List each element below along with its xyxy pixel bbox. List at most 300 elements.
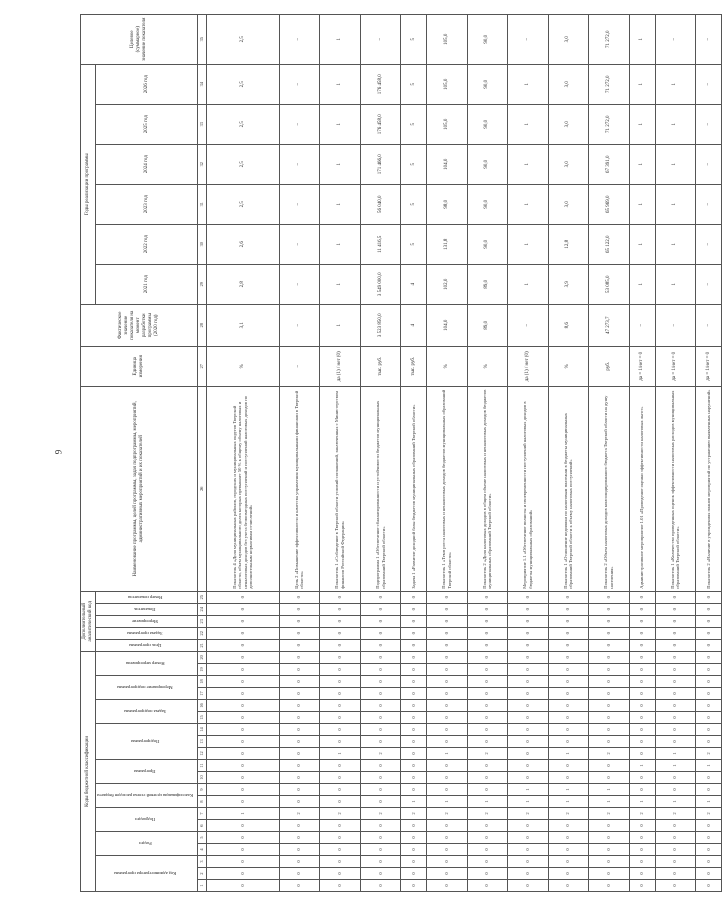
code-cell: 0 xyxy=(279,651,320,663)
code-cell: 0 xyxy=(401,748,427,760)
code-cell: 0 xyxy=(696,688,722,700)
code-cell: 0 xyxy=(207,700,280,712)
code-cell: 2 xyxy=(360,808,401,820)
code-cell: 1 xyxy=(589,796,630,808)
code-cell: 0 xyxy=(629,688,655,700)
column-number: 32 xyxy=(198,144,207,184)
code-cell: 0 xyxy=(696,868,722,880)
header-code-sub-label: Номер мероприятия xyxy=(125,661,165,667)
code-cell: 0 xyxy=(320,736,361,748)
indicator-name: Показатель 1 «Отношение недоимки по налоговым платежам в бюджеты муниципальных образований Тверской области к объему налоговых поступлений» xyxy=(548,386,589,591)
table-header xyxy=(81,14,207,891)
code-cell: 0 xyxy=(360,639,401,651)
code-cell: 0 xyxy=(508,856,549,868)
header-code-sub xyxy=(96,856,198,892)
year-value-cell: 65 969,0 xyxy=(589,184,630,224)
code-cell: 0 xyxy=(548,724,589,736)
year-value-cell: 1 xyxy=(320,64,361,104)
header-code-sub xyxy=(96,700,198,724)
year-value-cell: 5 xyxy=(401,224,427,264)
code-cell: 0 xyxy=(655,627,696,639)
code-cell: 0 xyxy=(401,856,427,868)
code-cell: 0 xyxy=(360,724,401,736)
code-cell: 0 xyxy=(320,603,361,615)
code-cell: 2 xyxy=(320,808,361,820)
code-cell: 0 xyxy=(360,736,401,748)
code-cell: 0 xyxy=(360,664,401,676)
code-cell: 0 xyxy=(401,603,427,615)
column-number: 12 xyxy=(198,748,207,760)
code-cell: 0 xyxy=(401,676,427,688)
code-cell: 0 xyxy=(629,651,655,663)
target-value-cell: 2,5 xyxy=(207,14,280,64)
code-cell: 0 xyxy=(279,784,320,796)
header-class-sub-label: Цель программы xyxy=(128,643,162,649)
header-code-sub xyxy=(96,760,198,784)
year-value-cell: 1 xyxy=(629,224,655,264)
code-cell: 0 xyxy=(401,784,427,796)
target-value-cell: 1 xyxy=(629,14,655,64)
column-number: 11 xyxy=(198,760,207,772)
code-cell: 0 xyxy=(360,591,401,603)
code-cell: 0 xyxy=(401,627,427,639)
code-cell: 0 xyxy=(360,688,401,700)
indicator-name: Показатель 1 «Соблюдение в Тверской области условий соглашений, заключенных с Министерством финансов Российской Федерации» xyxy=(320,386,361,591)
code-cell: 0 xyxy=(589,772,630,784)
code-cell: 0 xyxy=(548,639,589,651)
code-cell: 0 xyxy=(207,615,280,627)
code-cell: 0 xyxy=(508,820,549,832)
code-cell: 0 xyxy=(320,868,361,880)
code-cell: 0 xyxy=(589,664,630,676)
table-row xyxy=(548,14,589,891)
header-base-value: Фактическое значение показателя на момент разработки программы (2020 год) xyxy=(81,304,198,346)
header-code-sub-label: Классификация целевой статьи расходов бюджета xyxy=(97,793,194,799)
code-cell: 0 xyxy=(320,772,361,784)
year-value-cell: – xyxy=(696,224,722,264)
code-cell: 0 xyxy=(696,639,722,651)
code-cell: 2 xyxy=(696,748,722,760)
code-cell: 0 xyxy=(427,880,468,892)
code-cell: 0 xyxy=(207,603,280,615)
code-cell: 0 xyxy=(467,724,508,736)
code-cell: 0 xyxy=(279,844,320,856)
code-cell: 1 xyxy=(629,760,655,772)
year-value-cell: 1 xyxy=(629,104,655,144)
header-year: 2025 год xyxy=(96,104,198,144)
code-cell: 0 xyxy=(629,748,655,760)
target-value-cell: 105,0 xyxy=(427,14,468,64)
code-cell: 0 xyxy=(548,627,589,639)
year-value-cell: 3 549 000,0 xyxy=(360,264,401,304)
code-cell: 0 xyxy=(467,760,508,772)
table-body xyxy=(207,14,722,891)
year-value-cell: 176 458,0 xyxy=(360,104,401,144)
code-cell: 0 xyxy=(467,712,508,724)
code-cell: 0 xyxy=(629,639,655,651)
code-cell: 0 xyxy=(467,856,508,868)
code-cell: 0 xyxy=(508,676,549,688)
year-value-cell: 90,0 xyxy=(467,184,508,224)
code-cell: 0 xyxy=(207,676,280,688)
code-cell: 0 xyxy=(696,676,722,688)
header-years-group: Годы реализации программы xyxy=(81,64,96,304)
code-cell: 0 xyxy=(207,760,280,772)
code-cell: 0 xyxy=(360,832,401,844)
code-cell: 0 xyxy=(427,856,468,868)
code-cell: 0 xyxy=(589,615,630,627)
code-cell: 0 xyxy=(320,651,361,663)
code-cell: 0 xyxy=(696,664,722,676)
code-cell: 0 xyxy=(589,736,630,748)
code-cell: 0 xyxy=(427,760,468,772)
code-cell: 0 xyxy=(279,832,320,844)
code-cell: 0 xyxy=(696,844,722,856)
year-value-cell: 1 xyxy=(508,64,549,104)
code-cell: 0 xyxy=(320,856,361,868)
code-cell: 0 xyxy=(548,880,589,892)
header-class-sub-label: Показатель xyxy=(134,607,156,613)
year-value-cell: 90,0 xyxy=(467,224,508,264)
code-cell: 0 xyxy=(508,639,549,651)
code-cell: 0 xyxy=(655,868,696,880)
code-cell: 0 xyxy=(427,639,468,651)
column-number: 21 xyxy=(198,639,207,651)
code-cell: 0 xyxy=(427,712,468,724)
code-cell: 0 xyxy=(629,772,655,784)
code-cell: 0 xyxy=(360,772,401,784)
column-number: 28 xyxy=(198,304,207,346)
year-value-cell: 1 xyxy=(320,264,361,304)
year-value-cell: – xyxy=(696,144,722,184)
code-cell: 0 xyxy=(360,700,401,712)
code-cell: 0 xyxy=(207,868,280,880)
code-cell: 0 xyxy=(279,688,320,700)
code-cell: 0 xyxy=(467,820,508,832)
code-cell: 0 xyxy=(401,688,427,700)
code-cell: 0 xyxy=(696,627,722,639)
year-value-cell: 5 xyxy=(401,184,427,224)
code-cell: 0 xyxy=(548,591,589,603)
unit-cell: % xyxy=(207,346,280,386)
code-cell: 0 xyxy=(467,700,508,712)
code-cell: 2 xyxy=(548,808,589,820)
code-cell: 0 xyxy=(320,760,361,772)
code-cell: 0 xyxy=(207,832,280,844)
code-cell: 0 xyxy=(655,844,696,856)
code-cell: 0 xyxy=(508,772,549,784)
column-number: 15 xyxy=(198,712,207,724)
code-cell: 0 xyxy=(655,591,696,603)
page-number: 9 xyxy=(53,449,64,455)
unit-cell: – xyxy=(279,346,320,386)
code-cell: 0 xyxy=(467,676,508,688)
column-number: 23 xyxy=(198,615,207,627)
code-cell: 0 xyxy=(467,868,508,880)
code-cell: 0 xyxy=(467,736,508,748)
year-value-cell: 5 xyxy=(401,144,427,184)
header-code-sub-label: Раздел xyxy=(138,841,152,847)
header-class-sub xyxy=(96,591,198,603)
code-cell: 0 xyxy=(655,880,696,892)
column-number: 7 xyxy=(198,808,207,820)
table-row xyxy=(629,14,655,891)
code-cell: 0 xyxy=(548,736,589,748)
code-cell: 0 xyxy=(207,627,280,639)
base-value-cell: 3 523 850,0 xyxy=(360,304,401,346)
header-class-sub xyxy=(96,615,198,627)
code-cell: 0 xyxy=(548,664,589,676)
year-value-cell: 65 122,0 xyxy=(589,224,630,264)
target-value-cell: 3,0 xyxy=(548,14,589,64)
code-cell: 0 xyxy=(360,760,401,772)
code-cell: 0 xyxy=(589,700,630,712)
code-cell: 0 xyxy=(401,664,427,676)
indicator-name: Цель 2 «Повышение эффективности и качества управления муниципальными финансами в Тверской области» xyxy=(279,386,320,591)
code-cell: 1 xyxy=(589,784,630,796)
code-cell: 0 xyxy=(629,615,655,627)
code-cell: 0 xyxy=(320,844,361,856)
year-value-cell: 5 xyxy=(401,64,427,104)
header-code-sub xyxy=(96,724,198,760)
code-cell: 1 xyxy=(696,796,722,808)
code-cell: 0 xyxy=(629,880,655,892)
code-cell: 0 xyxy=(589,844,630,856)
year-value-cell: 1 xyxy=(629,64,655,104)
code-cell: 0 xyxy=(589,868,630,880)
code-cell: 0 xyxy=(508,880,549,892)
code-cell: 0 xyxy=(548,832,589,844)
code-cell: 0 xyxy=(629,832,655,844)
code-cell: 1 xyxy=(548,784,589,796)
year-value-cell: – xyxy=(279,224,320,264)
code-cell: 0 xyxy=(427,844,468,856)
year-value-cell: 3,0 xyxy=(548,64,589,104)
year-value-cell: 1 xyxy=(320,144,361,184)
code-cell: 0 xyxy=(589,760,630,772)
year-value-cell: 90,0 xyxy=(467,104,508,144)
code-cell: 0 xyxy=(401,724,427,736)
code-cell: 0 xyxy=(508,760,549,772)
code-cell: 0 xyxy=(467,639,508,651)
table-row xyxy=(508,14,549,891)
year-value-cell: 1 xyxy=(508,144,549,184)
year-value-cell: 2,5 xyxy=(207,64,280,104)
code-cell: 0 xyxy=(508,651,549,663)
header-code-sub xyxy=(96,832,198,856)
code-cell: 0 xyxy=(320,591,361,603)
code-cell: 0 xyxy=(320,724,361,736)
code-cell: 0 xyxy=(629,712,655,724)
header-year: 2026 год xyxy=(96,64,198,104)
code-cell: 0 xyxy=(508,724,549,736)
code-cell: 0 xyxy=(467,603,508,615)
code-cell: 0 xyxy=(508,688,549,700)
code-cell: 0 xyxy=(279,772,320,784)
indicator-name: Мероприятие 1.1 «Обеспечение полноты и своевременности поступлений налоговых доходов в бюджеты муниципальных образований» xyxy=(508,386,549,591)
base-value-cell: 47 273,7 xyxy=(589,304,630,346)
column-number: 3 xyxy=(198,856,207,868)
table-row xyxy=(589,14,630,891)
code-cell: 0 xyxy=(320,880,361,892)
header-class-sub-label: Задача программы xyxy=(127,631,163,637)
year-value-cell: 1 xyxy=(508,184,549,224)
column-number: 35 xyxy=(198,14,207,64)
year-value-cell: 1 xyxy=(629,264,655,304)
year-value-cell: 3,9 xyxy=(548,264,589,304)
year-value-cell: 89,0 xyxy=(467,264,508,304)
code-cell: 0 xyxy=(279,748,320,760)
year-value-cell: 98,0 xyxy=(427,184,468,224)
base-value-cell: 8,6 xyxy=(548,304,589,346)
code-cell: 1 xyxy=(320,748,361,760)
year-value-cell: 11 416,5 xyxy=(360,224,401,264)
code-cell: 0 xyxy=(629,784,655,796)
code-cell: 0 xyxy=(655,856,696,868)
code-cell: 0 xyxy=(589,651,630,663)
code-cell: 0 xyxy=(207,772,280,784)
code-cell: 0 xyxy=(508,664,549,676)
column-number: 8 xyxy=(198,796,207,808)
indicator-name: Задача 1 «Развитие доходной базы бюджетов муниципальных образований Тверской области» xyxy=(401,386,427,591)
indicator-name: Показатель 1 «Темп роста налоговых и неналоговых доходов бюджетов муниципальных образований Тверской области» xyxy=(427,386,468,591)
code-cell: 0 xyxy=(401,700,427,712)
code-cell: 0 xyxy=(207,712,280,724)
code-cell: 2 xyxy=(467,748,508,760)
code-cell: 0 xyxy=(696,832,722,844)
code-cell: 0 xyxy=(279,591,320,603)
year-value-cell: 1 xyxy=(655,104,696,144)
code-cell: 0 xyxy=(508,627,549,639)
code-cell: 0 xyxy=(508,832,549,844)
code-cell: 0 xyxy=(629,868,655,880)
target-value-cell: – xyxy=(279,14,320,64)
code-cell: 0 xyxy=(696,651,722,663)
table-row xyxy=(401,14,427,891)
code-cell: 0 xyxy=(467,772,508,784)
code-cell: 0 xyxy=(360,603,401,615)
code-cell: 0 xyxy=(427,651,468,663)
code-cell: 0 xyxy=(401,844,427,856)
target-value-cell: – xyxy=(360,14,401,64)
code-cell: 0 xyxy=(548,844,589,856)
code-cell: 2 xyxy=(629,808,655,820)
year-value-cell: 171 466,0 xyxy=(360,144,401,184)
code-cell: 0 xyxy=(207,748,280,760)
base-value-cell: – xyxy=(508,304,549,346)
code-cell: 0 xyxy=(279,736,320,748)
code-cell: 0 xyxy=(279,627,320,639)
year-value-cell: 5 xyxy=(401,104,427,144)
year-value-cell: 1 xyxy=(508,224,549,264)
code-cell: 0 xyxy=(508,591,549,603)
code-cell: 0 xyxy=(279,603,320,615)
header-target: Целевое (суммарное) значение показателя xyxy=(81,14,198,64)
code-cell: 0 xyxy=(207,736,280,748)
year-value-cell: 1 xyxy=(320,184,361,224)
code-cell: 2 xyxy=(508,808,549,820)
code-cell: 0 xyxy=(629,603,655,615)
code-cell: 0 xyxy=(548,700,589,712)
code-cell: 0 xyxy=(548,856,589,868)
code-cell: 0 xyxy=(427,664,468,676)
code-cell: 0 xyxy=(401,868,427,880)
code-cell: 0 xyxy=(696,724,722,736)
code-cell: 0 xyxy=(320,700,361,712)
code-cell: 0 xyxy=(589,820,630,832)
code-cell: 0 xyxy=(589,627,630,639)
code-cell: 0 xyxy=(360,820,401,832)
code-cell: 0 xyxy=(467,627,508,639)
code-cell: 2 xyxy=(467,808,508,820)
code-cell: 0 xyxy=(207,820,280,832)
code-cell: 0 xyxy=(427,688,468,700)
code-cell: 0 xyxy=(629,700,655,712)
year-value-cell: 1 xyxy=(655,264,696,304)
code-cell: 0 xyxy=(696,820,722,832)
code-cell: 0 xyxy=(360,784,401,796)
base-value-cell: 89,0 xyxy=(467,304,508,346)
code-cell: 0 xyxy=(508,868,549,880)
indicator-name: Подпрограмма 1 «Обеспечение сбалансированности и устойчивости бюджетов муниципальных образований Тверской области» xyxy=(360,386,401,591)
header-code-sub-label: Код администратора программы xyxy=(113,871,177,877)
header-code-sub xyxy=(96,808,198,832)
code-cell: 0 xyxy=(548,688,589,700)
code-cell: 0 xyxy=(696,603,722,615)
code-cell: 0 xyxy=(696,784,722,796)
code-cell: 0 xyxy=(427,603,468,615)
unit-cell: да = 1/нет = 0 xyxy=(655,346,696,386)
year-value-cell: 90,0 xyxy=(467,64,508,104)
base-value-cell: 3,1 xyxy=(207,304,280,346)
code-cell: 0 xyxy=(320,664,361,676)
code-cell: 1 xyxy=(508,796,549,808)
target-value-cell: – xyxy=(508,14,549,64)
code-cell: 0 xyxy=(279,676,320,688)
base-value-cell: 104,0 xyxy=(427,304,468,346)
column-number: 20 xyxy=(198,651,207,663)
code-cell: 0 xyxy=(427,627,468,639)
indicator-name: Административное мероприятие 1.01 «Проведение оценки эффективности налоговых льгот» xyxy=(629,386,655,591)
code-cell: 0 xyxy=(320,615,361,627)
year-value-cell: 1 xyxy=(655,64,696,104)
code-cell: 1 xyxy=(548,796,589,808)
code-cell: 0 xyxy=(320,627,361,639)
code-cell: 0 xyxy=(279,664,320,676)
column-number: 33 xyxy=(198,104,207,144)
code-cell: 0 xyxy=(655,772,696,784)
column-number: 1 xyxy=(198,880,207,892)
table-row xyxy=(207,14,280,891)
code-cell: 0 xyxy=(427,868,468,880)
year-value-cell: 104,0 xyxy=(427,144,468,184)
unit-cell: да (1) / нет (0) xyxy=(320,346,361,386)
code-cell: 0 xyxy=(508,712,549,724)
code-cell: 2 xyxy=(589,808,630,820)
column-number: 17 xyxy=(198,688,207,700)
code-cell: 0 xyxy=(427,676,468,688)
code-cell: 0 xyxy=(655,615,696,627)
code-cell: 1 xyxy=(207,808,280,820)
header-class-sub-label: Мероприятие xyxy=(132,619,158,625)
year-value-cell: 102,0 xyxy=(427,264,468,304)
code-cell: 0 xyxy=(467,688,508,700)
unit-cell: да (1) / нет (0) xyxy=(508,346,549,386)
code-cell: 0 xyxy=(629,856,655,868)
target-value-cell: 1 xyxy=(320,14,361,64)
column-number: 4 xyxy=(198,844,207,856)
code-cell: 0 xyxy=(401,832,427,844)
